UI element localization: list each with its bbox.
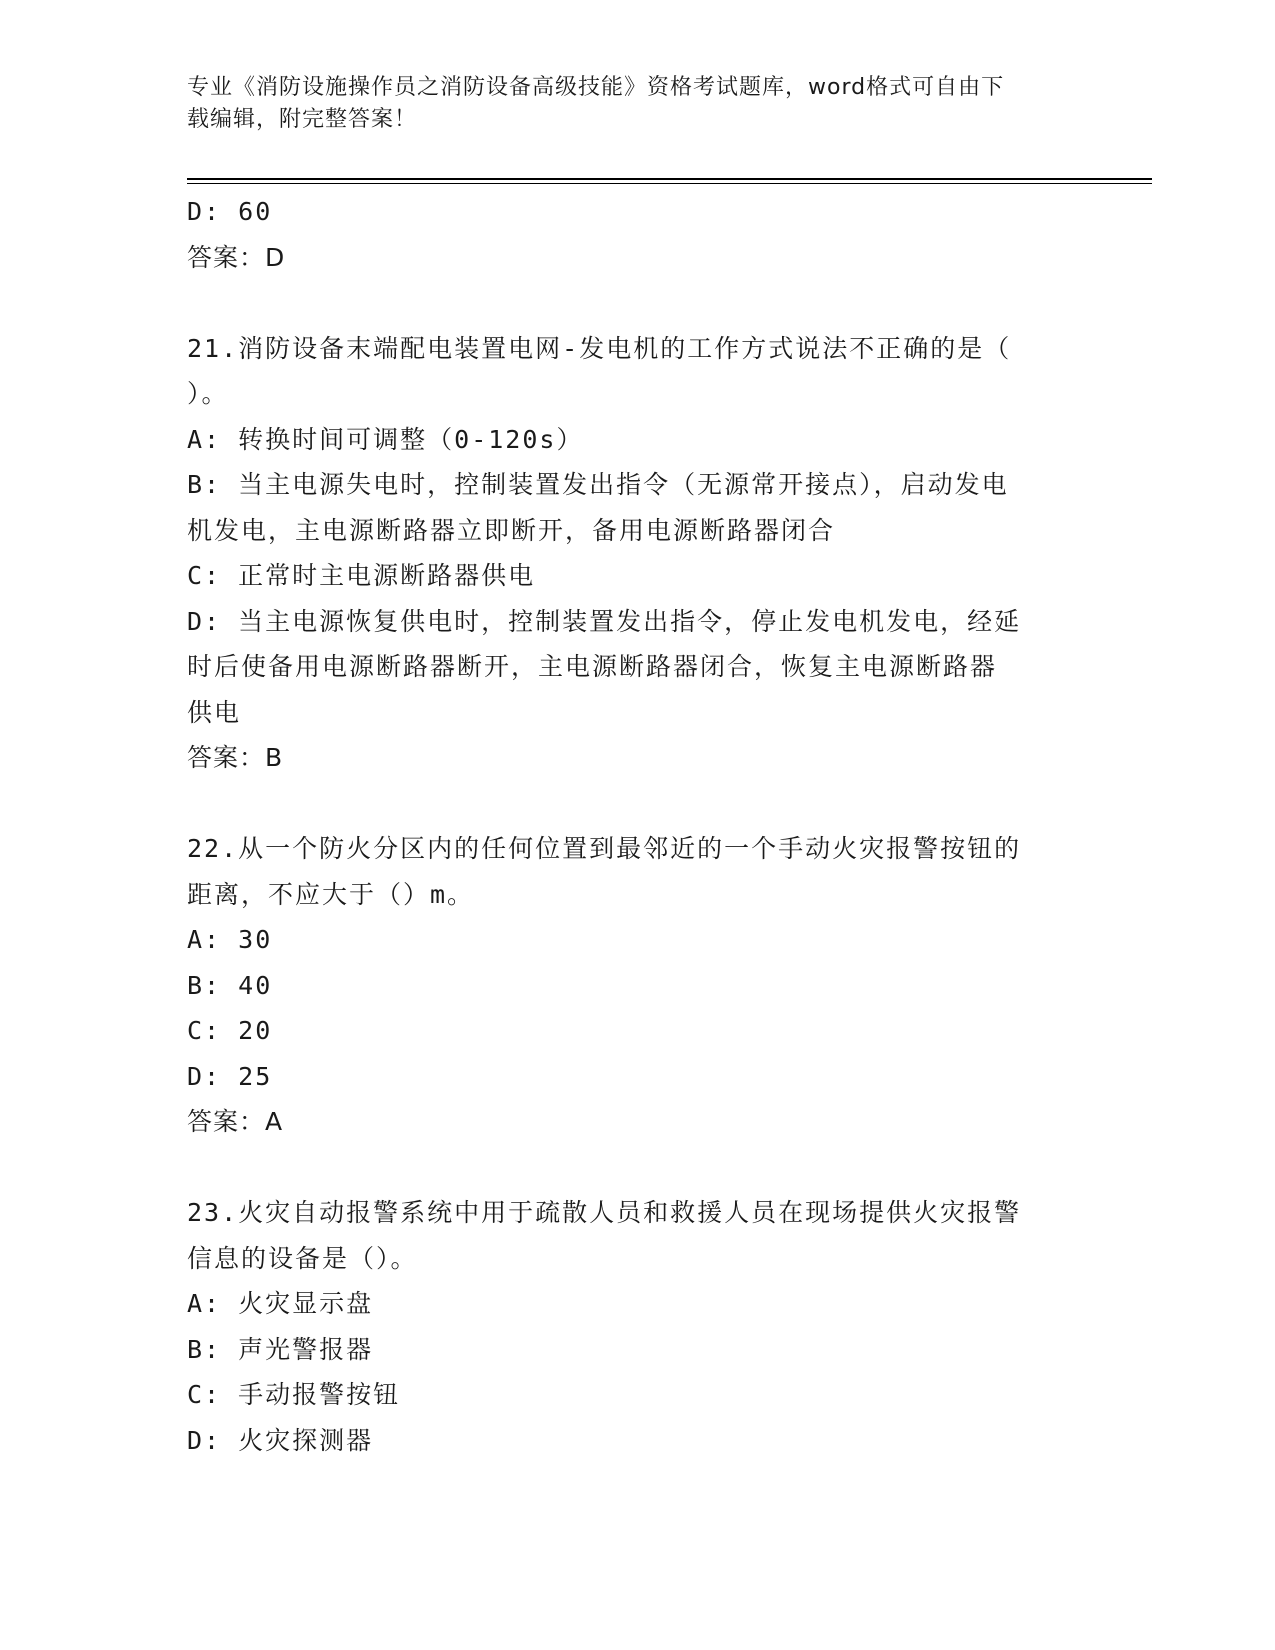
option-d: D: 60 bbox=[187, 197, 273, 226]
option-a: A: 30 bbox=[187, 925, 273, 954]
answer-line: 答案：B bbox=[187, 743, 284, 772]
option-d: D: 火灾探测器 bbox=[187, 1425, 374, 1455]
option-a: A: 火灾显示盘 bbox=[187, 1289, 374, 1318]
question-text: 21.消防设备末端配电装置电网-发电机的工作方式说法不正确的是（ bbox=[187, 333, 1012, 363]
answer-line: 答案：D bbox=[187, 242, 286, 272]
question-text-cont: ）。 bbox=[187, 379, 229, 408]
question-23 bbox=[187, 1190, 1087, 1463]
option-c: C: 正常时主电源断路器供电 bbox=[187, 561, 536, 590]
answer-line: 答案：A bbox=[187, 1107, 284, 1136]
spacer bbox=[187, 1145, 1087, 1191]
option-a: A: 转换时间可调整（0-120s） bbox=[187, 424, 584, 454]
option-d: D: 25 bbox=[187, 1061, 273, 1091]
header-divider-thick bbox=[187, 178, 1152, 180]
spacer bbox=[187, 280, 1087, 326]
option-b: B: 40 bbox=[187, 970, 273, 1000]
document-header bbox=[187, 72, 1087, 136]
header-line-1: 专业《消防设施操作员之消防设备高级技能》资格考试题库，word格式可自由下 bbox=[187, 75, 1005, 100]
question-text: 22.从一个防火分区内的任何位置到最邻近的一个手动火灾报警按钮的 bbox=[187, 834, 1022, 863]
header-line-2: 载编辑，附完整答案！ bbox=[187, 107, 418, 132]
option-d: D: 当主电源恢复供电时，控制装置发出指令，停止发电机发电，经延 bbox=[187, 606, 1022, 636]
header-divider-thin bbox=[187, 183, 1152, 184]
option-c: C: 手动报警按钮 bbox=[187, 1380, 401, 1409]
question-text-cont: 距离，不应大于（）m。 bbox=[187, 879, 475, 909]
option-b-cont: 机发电，主电源断路器立即断开，备用电源断路器闭合 bbox=[187, 515, 836, 545]
option-d-cont: 供电 bbox=[187, 697, 242, 727]
question-22 bbox=[187, 826, 1087, 1145]
question-text-cont: 信息的设备是（）。 bbox=[187, 1243, 418, 1273]
question-21 bbox=[187, 326, 1087, 781]
option-b: B: 当主电源失电时，控制装置发出指令（无源常开接点），启动发电 bbox=[187, 470, 1009, 499]
option-b: B: 声光警报器 bbox=[187, 1334, 374, 1364]
option-d-cont: 时后使备用电源断路器断开，主电源断路器闭合，恢复主电源断路器 bbox=[187, 652, 998, 681]
option-c: C: 20 bbox=[187, 1016, 273, 1045]
question-text: 23.火灾自动报警系统中用于疏散人员和救援人员在现场提供火灾报警 bbox=[187, 1198, 1022, 1227]
document-body bbox=[187, 189, 1087, 1463]
spacer bbox=[187, 781, 1087, 827]
question-20-tail bbox=[187, 189, 1087, 280]
